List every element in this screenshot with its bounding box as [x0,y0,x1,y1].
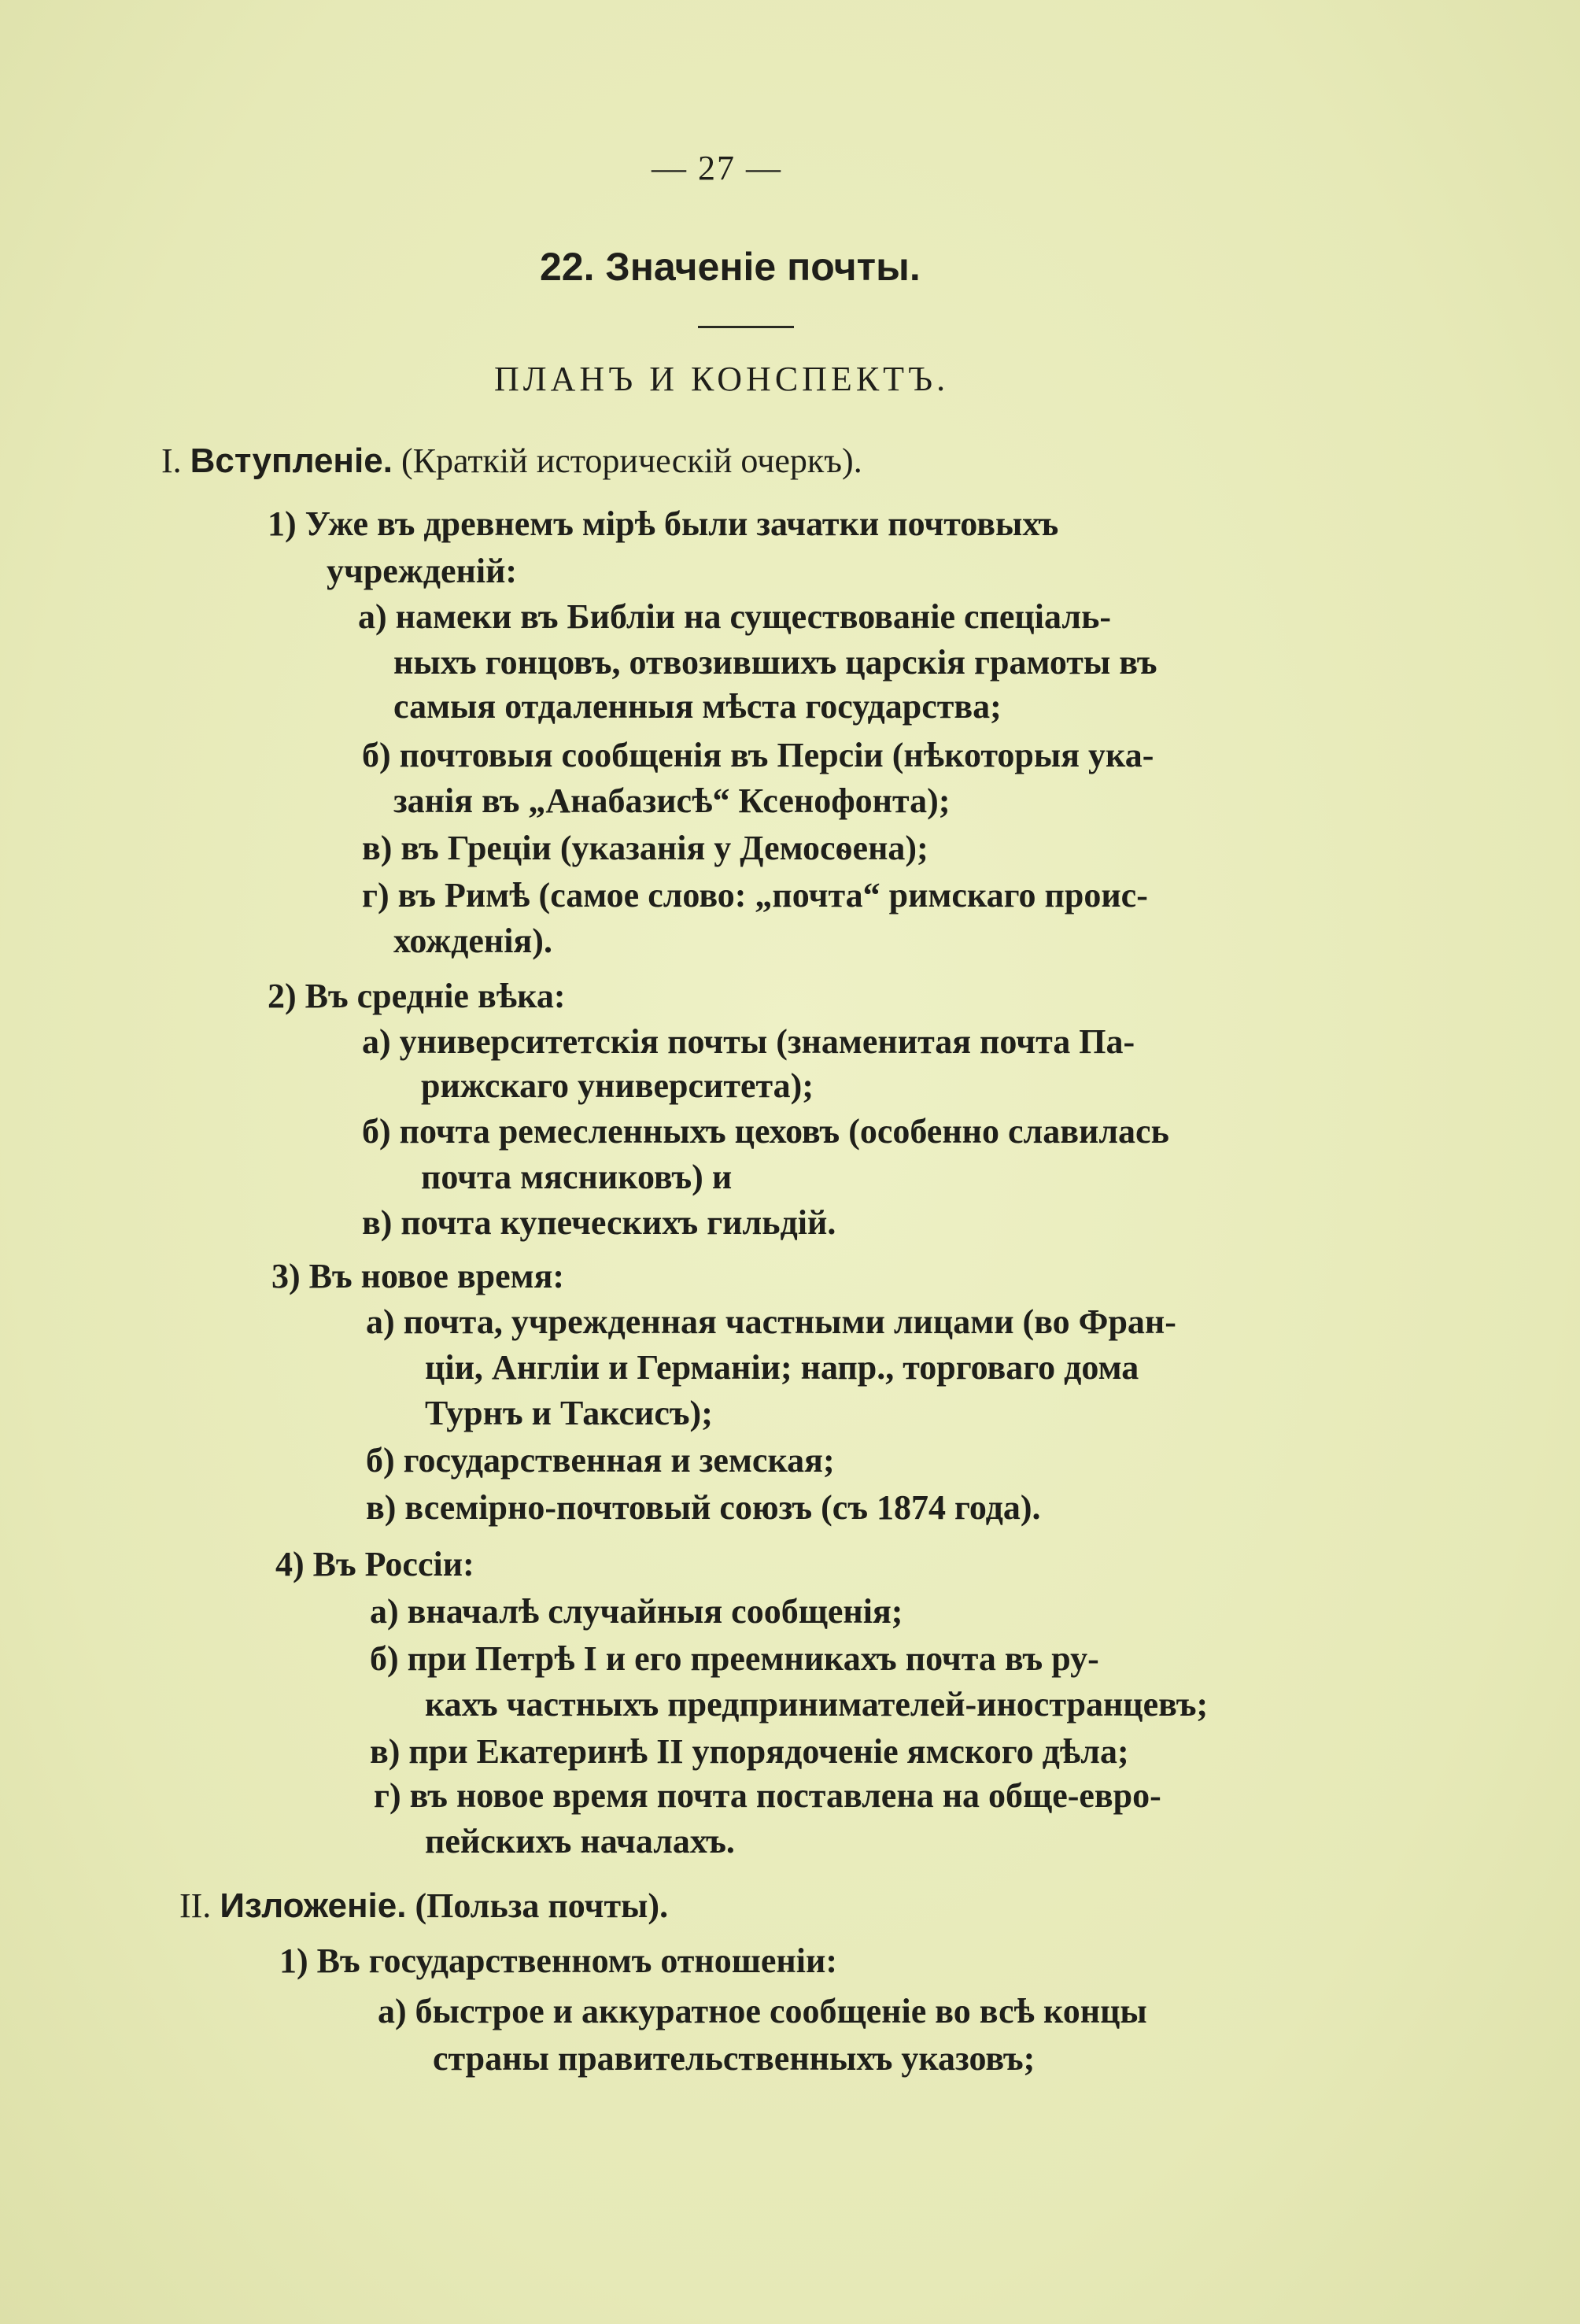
point-3b-line-1: б) государственная и земская; [366,1441,835,1480]
point-1a-line-3: самыя отдаленныя мѣста государства; [393,687,1002,726]
section-2-point-1a-line-2: страны правительственныхъ указовъ; [433,2039,1035,2078]
point-2a-line-2: рижскаго университета); [421,1066,814,1105]
section-1-heading [161,441,862,481]
title-divider [698,326,794,328]
point-1a-line-1: а) намеки въ Библіи на существованіе спеціаль- [358,597,1111,636]
point-3v-line-1: в) всемірно-почтовый союзъ (съ 1874 года). [366,1488,1041,1527]
point-2b-line-1: б) почта ремесленныхъ цеховъ (особенно славилась [362,1112,1169,1151]
section-2-point-1: 1) Въ государственномъ отношеніи: [279,1942,838,1980]
point-4b-line-1: б) при Петрѣ I и его преемникахъ почта въ ру- [370,1639,1099,1678]
point-4a-line-1: а) вначалѣ случайныя сообщенія; [370,1592,903,1631]
section-title: 22. Значеніе почты. [540,245,921,289]
section-1-note: (Краткій историческій очеркъ). [401,442,862,480]
point-4v-line-1: в) при Екатеринѣ II упорядоченіе ямского дѣла; [370,1732,1129,1771]
point-1b-line-2: занія въ „Анабазисѣ“ Ксенофонта); [393,781,951,820]
point-1v-line-1: в) въ Греціи (указанія у Демосѳена); [362,829,928,867]
point-2a-line-1: а) университетскія почты (знаменитая почта Па- [362,1022,1135,1061]
section-2-heading [179,1886,668,1926]
point-4g-line-2: пейскихъ началахъ. [425,1822,735,1860]
point-3a-line-2: ціи, Англіи и Германіи; напр., торговаго дома [425,1348,1139,1387]
point-2-heading: 2) Въ средніе вѣка: [268,977,566,1015]
point-3a-line-3: Турнъ и Таксисъ); [425,1394,713,1432]
section-2-note: (Польза почты). [415,1886,669,1925]
point-1-line-2: учрежденій: [327,552,518,590]
point-1g-line-2: хожденія). [393,922,552,960]
plan-subtitle: ПЛАНЪ И КОНСПЕКТЪ. [494,360,950,398]
point-1a-line-2: ныхъ гонцовъ, отвозившихъ царскія грамоты въ [393,643,1157,682]
point-4b-line-2: кахъ частныхъ предпринимателей-иностранцевъ; [425,1685,1209,1724]
point-1b-line-1: б) почтовыя сообщенія въ Персіи (нѣкоторыя ука- [362,736,1154,774]
section-2-point-1a-line-1: а) быстрое и аккуратное сообщеніе во всѣ концы [378,1992,1147,2030]
section-2-number: II. [179,1886,212,1925]
point-4-heading: 4) Въ Россіи: [275,1545,474,1583]
point-1g-line-1: г) въ Римѣ (самое слово: „почта“ римскаго проис- [362,876,1148,914]
point-3a-line-1: а) почта, учрежденная частными лицами (во Фран- [366,1302,1176,1341]
page-number: — 27 — [652,149,782,187]
section-1-head: Вступленіе. [190,442,393,480]
section-2-head: Изложеніе. [220,1886,407,1925]
point-2b-line-2: почта мясниковъ) и [421,1158,733,1196]
point-4g-line-1: г) въ новое время почта поставлена на обще-евро- [374,1776,1161,1815]
section-1-number: I. [161,442,182,480]
point-3-heading: 3) Въ новое время: [271,1257,565,1295]
point-2v-line-1: в) почта купеческихъ гильдій. [362,1203,836,1242]
point-1-line-1: 1) Уже въ древнемъ мірѣ были зачатки почтовыхъ [268,504,1059,543]
